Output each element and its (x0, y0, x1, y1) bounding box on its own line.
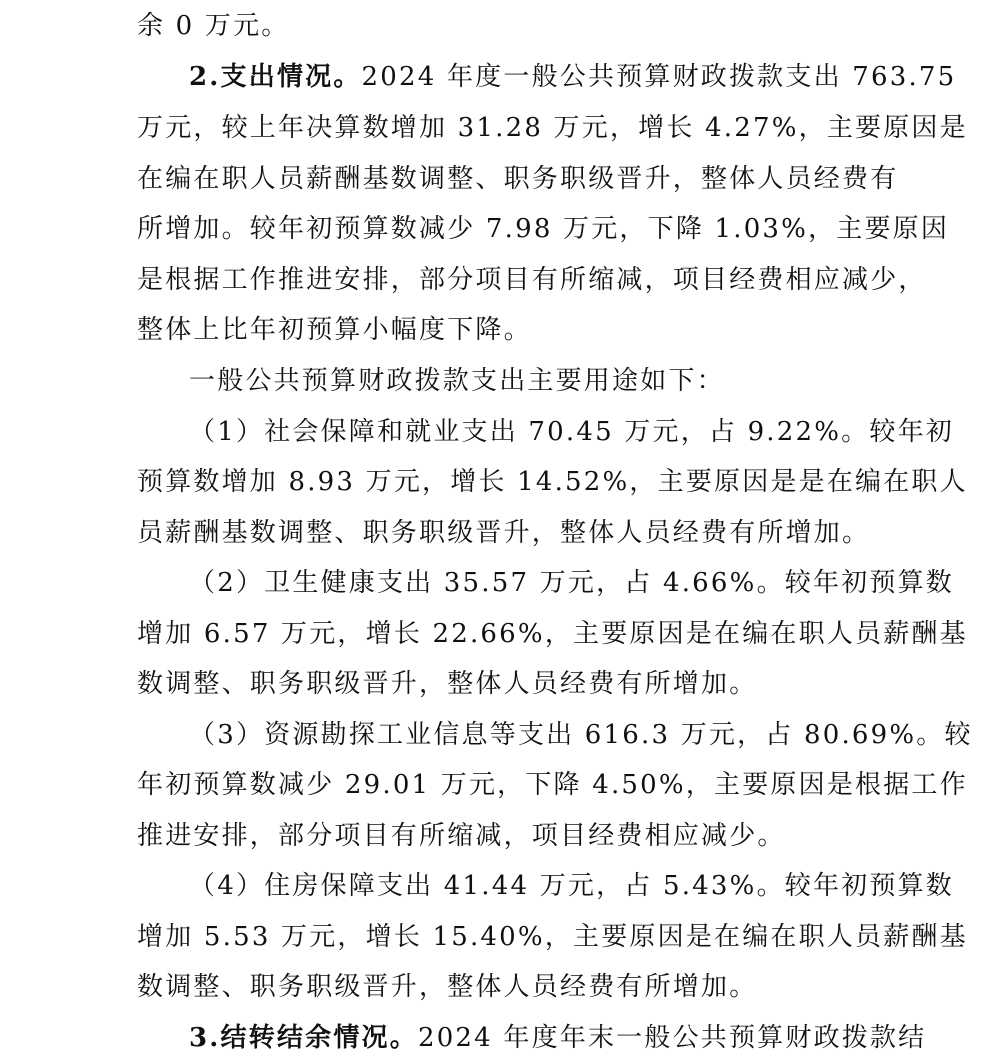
list-item-4-line: 增加 5.53 万元，增长 15.40%，主要原因是在编在职人员薪酬基 (137, 922, 968, 952)
text-line: 所增加。较年初预算数减少 7.98 万元，下降 1.03%，主要原因 (137, 214, 950, 244)
section3-heading: 3.结转结余情况。 (189, 1023, 418, 1053)
text-line: 是根据工作推进安排，部分项目有所缩减，项目经费相应减少， (137, 265, 927, 295)
text-line: 2024 年度年末一般公共预算财政拨款结 (417, 1023, 927, 1053)
text-line: 在编在职人员薪酬基数调整、职务职级晋升，整体人员经费有 (137, 164, 899, 194)
section2-first-line (137, 60, 957, 94)
list-item-4-line: 数调整、职务职级晋升，整体人员经费有所增加。 (137, 972, 758, 1002)
list-item-1-line: 员薪酬基数调整、职务职级晋升，整体人员经费有所增加。 (137, 518, 871, 548)
text-line: 整体上比年初预算小幅度下降。 (137, 315, 532, 345)
section2-heading: 2.支出情况。 (189, 62, 362, 92)
text-line: 余 0 万元。 (137, 11, 290, 41)
list-item-2-line: 数调整、职务职级晋升，整体人员经费有所增加。 (137, 669, 758, 699)
list-item-2-line: （2）卫生健康支出 35.57 万元，占 4.66%。较年初预算数 (189, 568, 954, 598)
section3-first-line (137, 1021, 927, 1055)
list-item-3-line: 推进安排，部分项目有所缩减，项目经费相应减少。 (137, 821, 786, 851)
text-line: 2024 年度一般公共预算财政拨款支出 763.75 (361, 62, 957, 92)
paragraph-tail-line (137, 9, 897, 43)
list-item-1-line: 预算数增加 8.93 万元，增长 14.52%，主要原因是是在编在职人 (137, 467, 968, 497)
list-item-3-line: 年初预算数减少 29.01 万元，下降 4.50%，主要原因是根据工作 (137, 770, 968, 800)
list-item-4-line: （4）住房保障支出 41.44 万元，占 5.43%。较年初预算数 (189, 871, 954, 901)
list-item-1-line: （1）社会保障和就业支出 70.45 万元，占 9.22%。较年初 (189, 417, 954, 447)
list-item-2-line: 增加 6.57 万元，增长 22.66%，主要原因是在编在职人员薪酬基 (137, 619, 968, 649)
list-item-3-line: （3）资源勘探工业信息等支出 616.3 万元，占 80.69%。较 (189, 720, 973, 750)
uses-intro: 一般公共预算财政拨款支出主要用途如下： (189, 366, 725, 396)
text-line: 万元，较上年决算数增加 31.28 万元，增长 4.27%，主要原因是 (137, 113, 968, 143)
